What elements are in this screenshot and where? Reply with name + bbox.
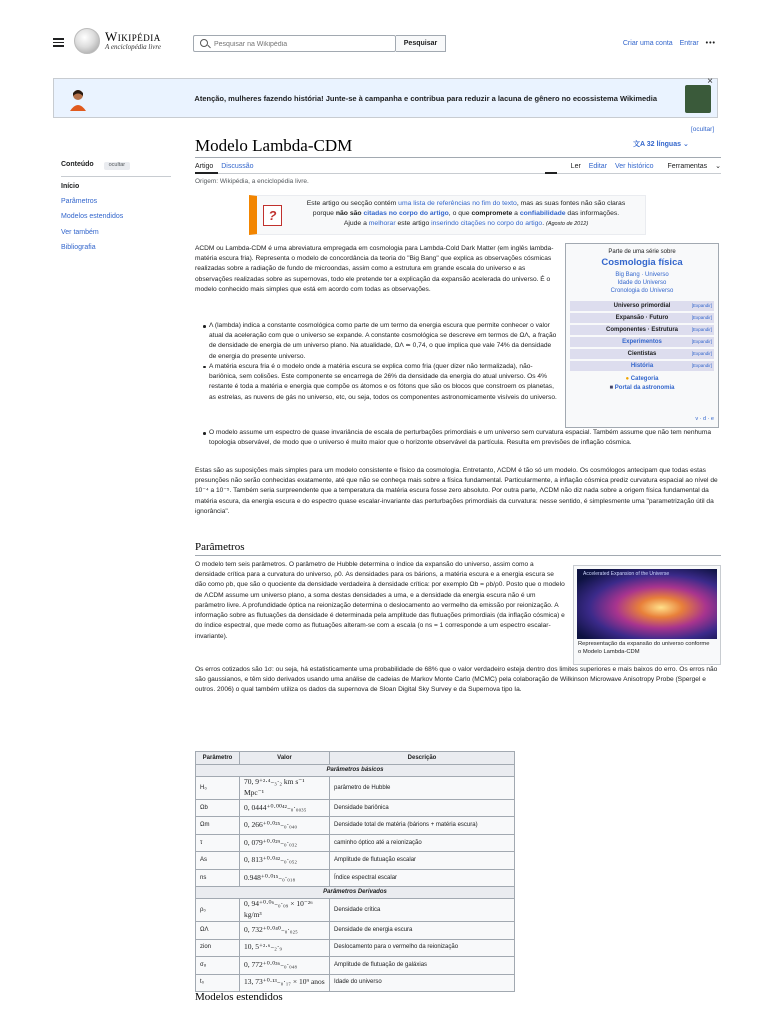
table-row [196,834,515,852]
divider [195,555,721,556]
expand-button[interactable]: [Expandir] [691,339,712,345]
table-section-title: Parâmetros Derivados [196,887,515,899]
series-infobox [565,243,719,428]
param-description: Densidade de energia escura [330,922,515,940]
notice-text-part: porque [312,210,336,218]
parameters-paragraph: O modelo tem seis parâmetros. O parâmetro de Hubble determina o índice da expansão do universo, assim como a densidade crítica para a curvatura do universo, ρ0. As densidades para os bárions, a matéria escura e a energia escura se dão como ρb, que são o quociente da densidade verdadeira à densidade crítica: por exemplo Ωb = ρb/ρ0. Posto que o modelo de ΛCDM assume um universo plano, a soma destas densidades a uma, e a densidade da energia escura não é um parâmetro livre. A profundidade óptica na reionização determina o deslocamento ao vermelho da emissão por reionização. A informação sobre as flutuações da densidade é determinada pela amplitude das flutuações primordiais (da inflação cósmica) e do índice espectral, que mede como as flutuações alteram-se com a escala (o ns = 1 corresponde a um espectro escalar-invariante). [195,561,565,640]
hide-link[interactable]: [ocultar] [691,126,715,133]
infobox-section-label[interactable]: Experimentos [622,339,662,346]
infobox-section-label: Expansão · Futuro [615,315,669,322]
toc-heading-label: Conteúdo [61,161,94,168]
table-row [196,817,515,835]
param-value: 70, 9⁺²·⁴₋₃·₂ km s⁻¹ Mpc⁻¹ [240,777,330,800]
param-description: Densidade crítica [330,899,515,922]
notice-text-part: , mas as suas fontes não são claras [516,200,626,207]
list-item: A matéria escura fria é o modelo onde a matéria escura se explica como fria (quer dizer não termalizada), não-bariônica, sem colisões. Este componente se encarrega de 26% da densidade da energia do atual universo. Os 4% restante é toda a matéria e energia que compõe os átomos e os fótons que são os blocos que constroem os planetas, as estrelas, as nuvens de gás no universo, etc, ou seja, todos os componentes astronomicamente visíveis do universo. [203,362,557,403]
page-title: Modelo Lambda-CDM [195,136,353,155]
param-description: Índice espectral escalar [330,869,515,887]
parameters-table [195,751,515,992]
notice-text-part: Ajude a [343,220,369,228]
param-description: Densidade total de matéria (bárions + matéria escura) [330,817,515,835]
toc-item-ver-tambem[interactable]: Ver também [61,228,99,236]
tab-artigo[interactable]: Artigo [195,163,214,170]
infobox-section-label: Cientistas [627,351,657,358]
table-row [196,777,515,800]
param-description: Idade do universo [330,974,515,992]
expand-button[interactable]: [Expandir] [691,363,712,369]
search-box[interactable] [193,35,396,52]
menu-icon[interactable] [53,38,64,47]
infobox-section[interactable] [570,361,714,371]
category-label: Categoria [630,376,659,383]
toc-hide-button[interactable]: ocultar [104,162,131,170]
infobox-section-label: Componentes · Estrutura [605,327,678,334]
chevron-down-icon: ⌄ [715,163,721,170]
intro-list [203,428,718,448]
table-section-row [196,887,515,899]
portal-icon: ■ [609,384,614,391]
logo-tagline: A enciclopédia livre [105,43,161,51]
portal-label: Portal da astronomia [614,384,675,391]
infobox-links [566,271,718,295]
category-link[interactable] [566,375,718,383]
divider [195,157,721,158]
tab-ler[interactable]: Ler [570,163,581,170]
table-section-row [196,765,515,777]
column-header: Descrição [330,752,515,765]
active-tab-indicator [195,172,218,174]
notice-text [293,199,639,230]
tab-editar[interactable]: Editar [588,163,608,170]
infobox-title[interactable]: Cosmologia física [601,256,683,268]
notice-link[interactable]: inserindo citações no corpo do artigo [431,220,543,228]
translate-icon: 文A [633,141,645,148]
toc-item-bibliografia[interactable]: Bibliografia [61,243,96,251]
param-symbol: τ [196,834,240,852]
category-icon: ● [625,376,630,383]
infobox-link[interactable]: Big Bang · Universo [615,272,669,279]
intro-list [203,321,557,403]
param-description: caminho óptico até a reionização [330,834,515,852]
user-links [618,39,716,49]
navbox-vde-links[interactable]: v · d · e [695,416,714,423]
table-of-contents [61,160,171,258]
search-button[interactable]: Pesquisar [396,35,446,52]
section-heading-parametros: Parâmetros [195,541,245,553]
toc-item-modelos-estendidos[interactable]: Modelos estendidos [61,213,124,221]
list-item: O modelo assume um espectro de quase invariância de escala de perturbações primordiais e um universo sem curvatura espacial. Também assume que não tem nenhuma topologia observável, de modo que o universo é muito maior que o horizonte observável da partícula. Resulta em previsões de inflação cósmica. [203,428,718,448]
errors-paragraph: Os erros cotizados são 1σ: ou seja, há estatisticamente uma probabilidade de 68% que o valor verdadeiro esteja dentro dos limites superiores e mais baixos do erro. Os erros não são gaussianos, e têm sido derivados usando uma análise de cadeias de Markov Monte Carlo (MCMC) pela colaboração de Wilkinson Microwave Anisotropy Probe (Spergel e outros. 2006) o qual também utiliza os dados da supernova de Sloan Digital Sky Survey e da Supernova tipo Ia. [195,666,718,694]
param-description: parâmetro de Hubble [330,777,515,800]
tab-discussao[interactable]: Discussão [221,163,254,170]
infobox-link[interactable]: Cronologia do Universo [610,288,674,295]
image-title: Accelerated Expansion of the Universe [583,571,670,577]
table-row [196,899,515,922]
param-description: Densidade bariônica [330,799,515,817]
notice-text-part: não são [335,210,364,218]
expansion-image[interactable] [577,569,717,639]
basic-params-body [196,777,515,887]
notice-text-part: , o que [448,210,472,218]
divider [195,173,721,174]
infobox-section[interactable] [570,325,714,335]
derived-params-body [196,899,515,992]
view-tabs [565,162,721,172]
toc-item-inicio[interactable]: Início [61,183,80,191]
search-icon [200,39,208,47]
infobox-section[interactable] [570,337,714,347]
expand-button[interactable]: [Expandir] [691,303,712,309]
table-row [196,799,515,817]
table-row [196,957,515,975]
param-symbol: Ωb [196,799,240,817]
divider [61,176,171,177]
column-header: Parâmetro [196,752,240,765]
toc-item-parametros[interactable]: Parâmetros [61,198,98,206]
section-heading-modelos-estendidos: Modelos estendidos [195,991,283,1003]
infobox-link[interactable]: Idade do Universo [617,280,667,287]
infobox-footer [566,375,718,392]
wikipedia-globe-logo[interactable] [74,28,100,54]
logo-wordmark[interactable]: Wikipédia [105,29,161,44]
expand-button[interactable]: [Expandir] [691,327,712,333]
notice-text-part: Este artigo ou secção contém [306,200,399,207]
banner-text: Atenção, mulheres fazendo história! Junte-se à campanha e contribua para reduzir a lacuna de gênero no ecossistema Wikimedia [194,94,657,103]
notice-link[interactable]: confiabilidade [519,210,566,218]
image-thumbnail[interactable] [573,565,721,665]
infobox-section-label[interactable]: História [630,363,654,370]
table-row [196,852,515,870]
infobox-section-label: Universo primordial [613,303,671,310]
param-symbol: t₀ [196,974,240,992]
param-symbol: σ₈ [196,957,240,975]
close-icon[interactable]: × [707,76,713,87]
portal-link[interactable] [566,384,718,392]
create-account-link[interactable]: Criar uma conta [622,40,673,47]
intro-paragraph: ACDM ou Lambda-CDM é uma abreviatura empregada em cosmologia para Lambda-Cold Dark Matter (em inglês lambda-matéria escura fria). Representa o modelo de concordância da teoria do "Big Bang" que explica as observações cósmicas realizadas sobre a radiação de fundo de microondas, assim como a estrutura em grande escala do universo e as observações realizadas sobre as supernovas, todo ele pretende ter a explicação da expansão acelerada do universo. É o modelo conhecido mais simples que está em acordo com todas as observações. [195,245,554,293]
image-caption: Representação da expansão do universo conforme o Modelo Lambda-CDM [578,641,710,655]
table-row [196,939,515,957]
param-value: 0, 813⁺⁰·⁰⁴²₋₀·₀₅₂ [240,852,330,870]
param-value: 0, 772⁺⁰·⁰³⁶₋₀·₀₄₈ [240,957,330,975]
param-symbol: zion [196,939,240,957]
table-row [196,974,515,992]
param-symbol: ρ₀ [196,899,240,922]
tab-ferramentas[interactable] [661,163,721,170]
infobox-pretitle: Parte de uma série sobre [608,249,676,255]
param-description: Amplitude de flutuação de galáxias [330,957,515,975]
namespace-tabs [195,162,260,172]
languages-label: 32 línguas [646,141,681,148]
infobox-section[interactable] [570,301,714,311]
param-symbol: As [196,852,240,870]
param-value: 0, 079⁺⁰·⁰²⁹₋₀·₀₃₂ [240,834,330,852]
site-header [0,0,768,70]
tab-ver-historico[interactable]: Ver histórico [615,163,654,170]
table-row [196,922,515,940]
citation-notice [249,195,646,235]
param-symbol: H₀ [196,777,240,800]
param-value: 0, 0444⁺⁰·⁰⁰⁴²₋₀·₀₀₃₅ [240,799,330,817]
chevron-down-icon: ⌄ [682,141,689,148]
notice-text-part: a [512,210,520,218]
param-symbol: Ωm [196,817,240,835]
tab-ferramentas-label: Ferramentas [667,163,708,170]
notice-text-part: das informações. [565,210,620,218]
notice-text-part: este artigo [395,220,432,228]
infobox-section[interactable] [570,313,714,323]
column-header: Valor [240,752,330,765]
campaign-banner [53,78,718,118]
notice-text-part: compromete [471,210,513,218]
question-icon: ? [263,205,282,226]
login-link[interactable]: Entrar [679,40,699,47]
table-row [196,869,515,887]
param-description: Deslocamento para o vermelho da reionização [330,939,515,957]
toc-heading [61,160,171,170]
more-options-icon[interactable]: ••• [705,40,716,47]
notice-link[interactable]: citadas no corpo do artigo [363,210,449,218]
param-value: 0.948⁺⁰·⁰¹⁵₋₀·₀₁₈ [240,869,330,887]
param-value: 13, 73⁺⁰·¹³₋₀·₁₇ × 10⁹ anos [240,974,330,992]
infobox-section[interactable] [570,349,714,359]
notice-link[interactable]: uma lista de referências no fim do texto [398,200,517,207]
param-value: 0, 732⁺⁰·⁰⁴⁰₋₀·₀₂₅ [240,922,330,940]
notice-text-part: . [542,220,546,228]
table-section-title: Parâmetros básicos [196,765,515,777]
expand-button[interactable]: [Expandir] [691,315,712,321]
active-tab-indicator [545,172,557,174]
languages-button[interactable] [633,140,689,150]
param-symbol: ns [196,869,240,887]
table-header-row [196,752,515,765]
param-value: 0, 266⁺⁰·⁰²⁵₋₀·₀₄₀ [240,817,330,835]
origin-note: Origem: Wikipédia, a enciclopédia livre. [195,178,309,185]
param-value: 10, 5⁺²·⁶₋₂·₉ [240,939,330,957]
intro-paragraph-2: Estas são as suposições mais simples para um modelo consistente e físico da cosmologia. Entretanto, ΛCDM é tão só um modelo. Os cosmólogos antecipam que todas estas presunções não serão conhecidas exatamente, até que não se conheça mais sobre a física fundamental. Particularmente, a inflação cósmica prediz curvatura espacial ao nível de 10⁻⁴ a 10⁻⁵. Também seria surpreendente que a temperatura da matéria escura fosse zero absoluto. Por outra parte, ΛCDM não diz nada sobre a origem física fundamental da matéria escura, da energia escura e do espectro quase escalar-invariante das perturbações primordiais da curvatura: nesse sentido, é simplesmente uma "parametrização útil da ignorância". [195,467,718,515]
expand-button[interactable]: [Expandir] [691,351,712,357]
search-input[interactable] [214,38,389,50]
param-description: Amplitude de flutuação escalar [330,852,515,870]
notice-link[interactable]: melhorar [368,220,396,228]
notice-date: (Agosto de 2012) [545,221,589,228]
param-value: 0, 94⁺⁰·⁰⁶₋₀·₀₉ × 10⁻²⁶ kg/m³ [240,899,330,922]
param-symbol: ΩΛ [196,922,240,940]
list-item: Λ (lambda) indica a constante cosmológica como parte de um termo da energia escura que permite conhecer o valor atual da aceleração com que o universo se expande. A constante cosmológica se descreve em termos de ΩΛ, a fração de densidade de energia de um universo plano. Na atualidade, ΩΛ ≃ 0,74, o que implica que vale 74% da densidade de energia do presente universo. [203,321,557,362]
